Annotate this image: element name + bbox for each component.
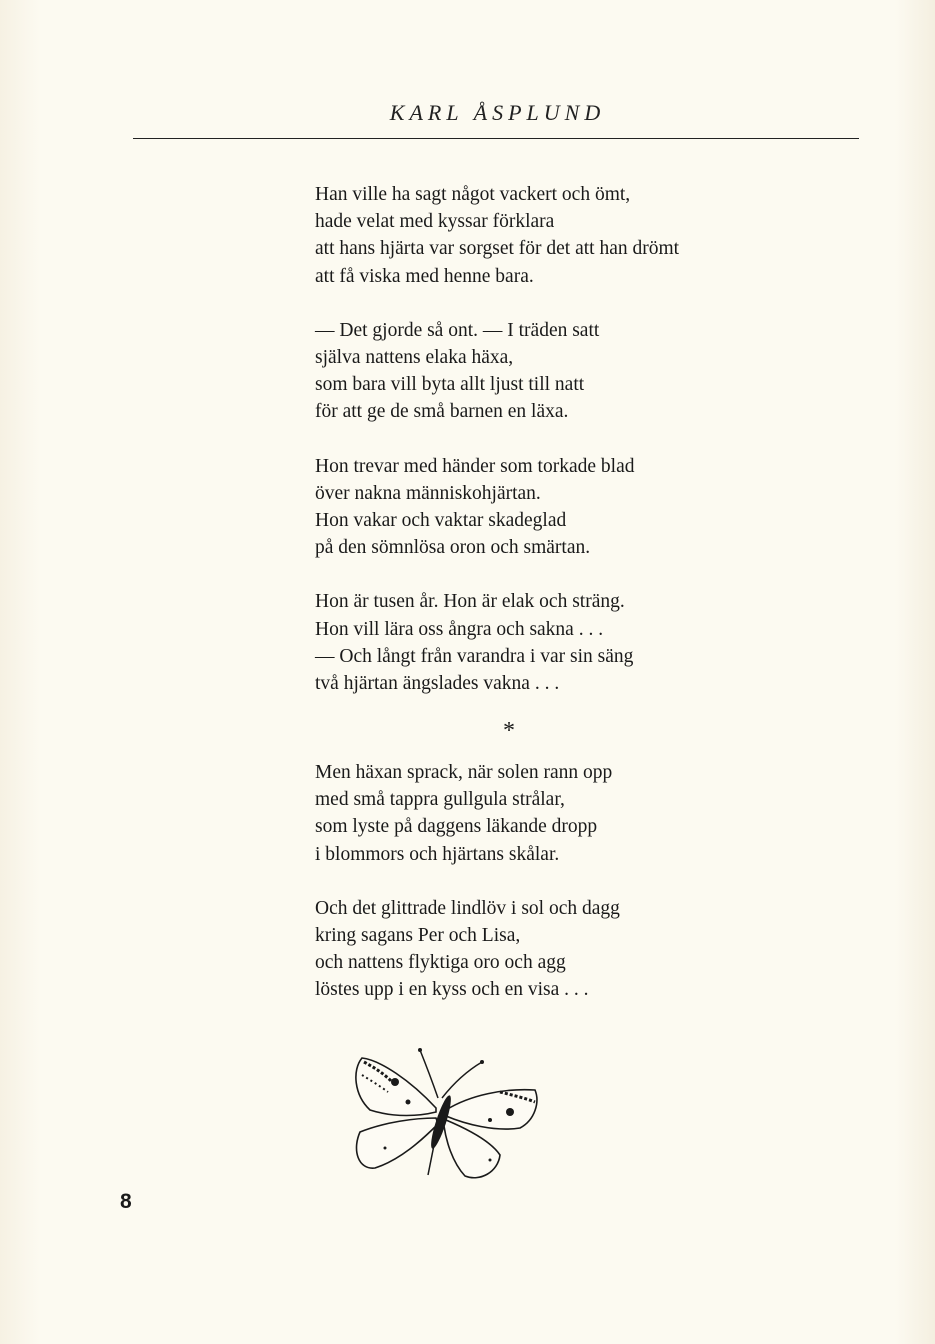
poem-line: och nattens flyktiga oro och agg (315, 952, 566, 974)
poem-line: Men häxan sprack, när solen rann opp (315, 762, 613, 783)
poem-line: i blommors och hjärtans skålar. (315, 843, 560, 865)
poem-line: — Och långt från varandra i var sin säng (315, 645, 634, 667)
poem-line: löstes upp i en kyss och en visa . . . (315, 979, 589, 1001)
poem-line: själva nattens elaka häxa, (315, 347, 514, 369)
section-separator: * (503, 718, 515, 744)
stanza (315, 317, 875, 426)
poem-line: för att ge de små barnen en läxa. (315, 401, 569, 423)
stanza (315, 759, 875, 868)
poem-line: över nakna människohjärtan. (315, 482, 541, 504)
poem-line: med små tappra gullgula strålar, (315, 789, 565, 811)
header-rule (133, 138, 859, 139)
poem-line: — Det gjorde så ont. — I träden satt (315, 319, 600, 341)
stanza (315, 181, 875, 290)
poem-line: Hon trevar med händer som torkade blad (315, 455, 635, 477)
poem-part-2 (315, 759, 875, 1031)
poem-line: att få viska med henne bara. (315, 265, 534, 287)
poem-line: hade velat med kyssar förklara (315, 211, 555, 233)
poem-line: Han ville ha sagt något vackert och ömt, (315, 184, 631, 205)
poem-line: Hon vill lära oss ångra och sakna . . . (315, 618, 604, 640)
butterfly-icon (340, 1040, 550, 1190)
poem-line: Hon vakar och vaktar skadeglad (315, 510, 567, 532)
stanza (315, 588, 875, 697)
poem-line: på den sömnlösa oron och smärtan. (315, 537, 591, 559)
poem-line: Och det glittrade lindlöv i sol och dagg (315, 897, 620, 919)
poem-line: kring sagans Per och Lisa, (315, 925, 521, 947)
stanza (315, 895, 875, 1004)
poem-part-1 (315, 181, 875, 724)
poem-line: som bara vill byta allt ljust till natt (315, 374, 585, 396)
poem-line: att hans hjärta var sorgset för det att han drömt (315, 238, 680, 260)
author-name: KARL ÅSPLUND (389, 100, 606, 125)
page-number: 8 (120, 1190, 132, 1213)
running-header (0, 100, 935, 126)
stanza (315, 453, 875, 562)
poem-line: som lyste på daggens läkande dropp (315, 816, 598, 838)
poem-line: Hon är tusen år. Hon är elak och sträng. (315, 591, 625, 613)
poem-line: två hjärtan ängslades vakna . . . (315, 673, 560, 695)
